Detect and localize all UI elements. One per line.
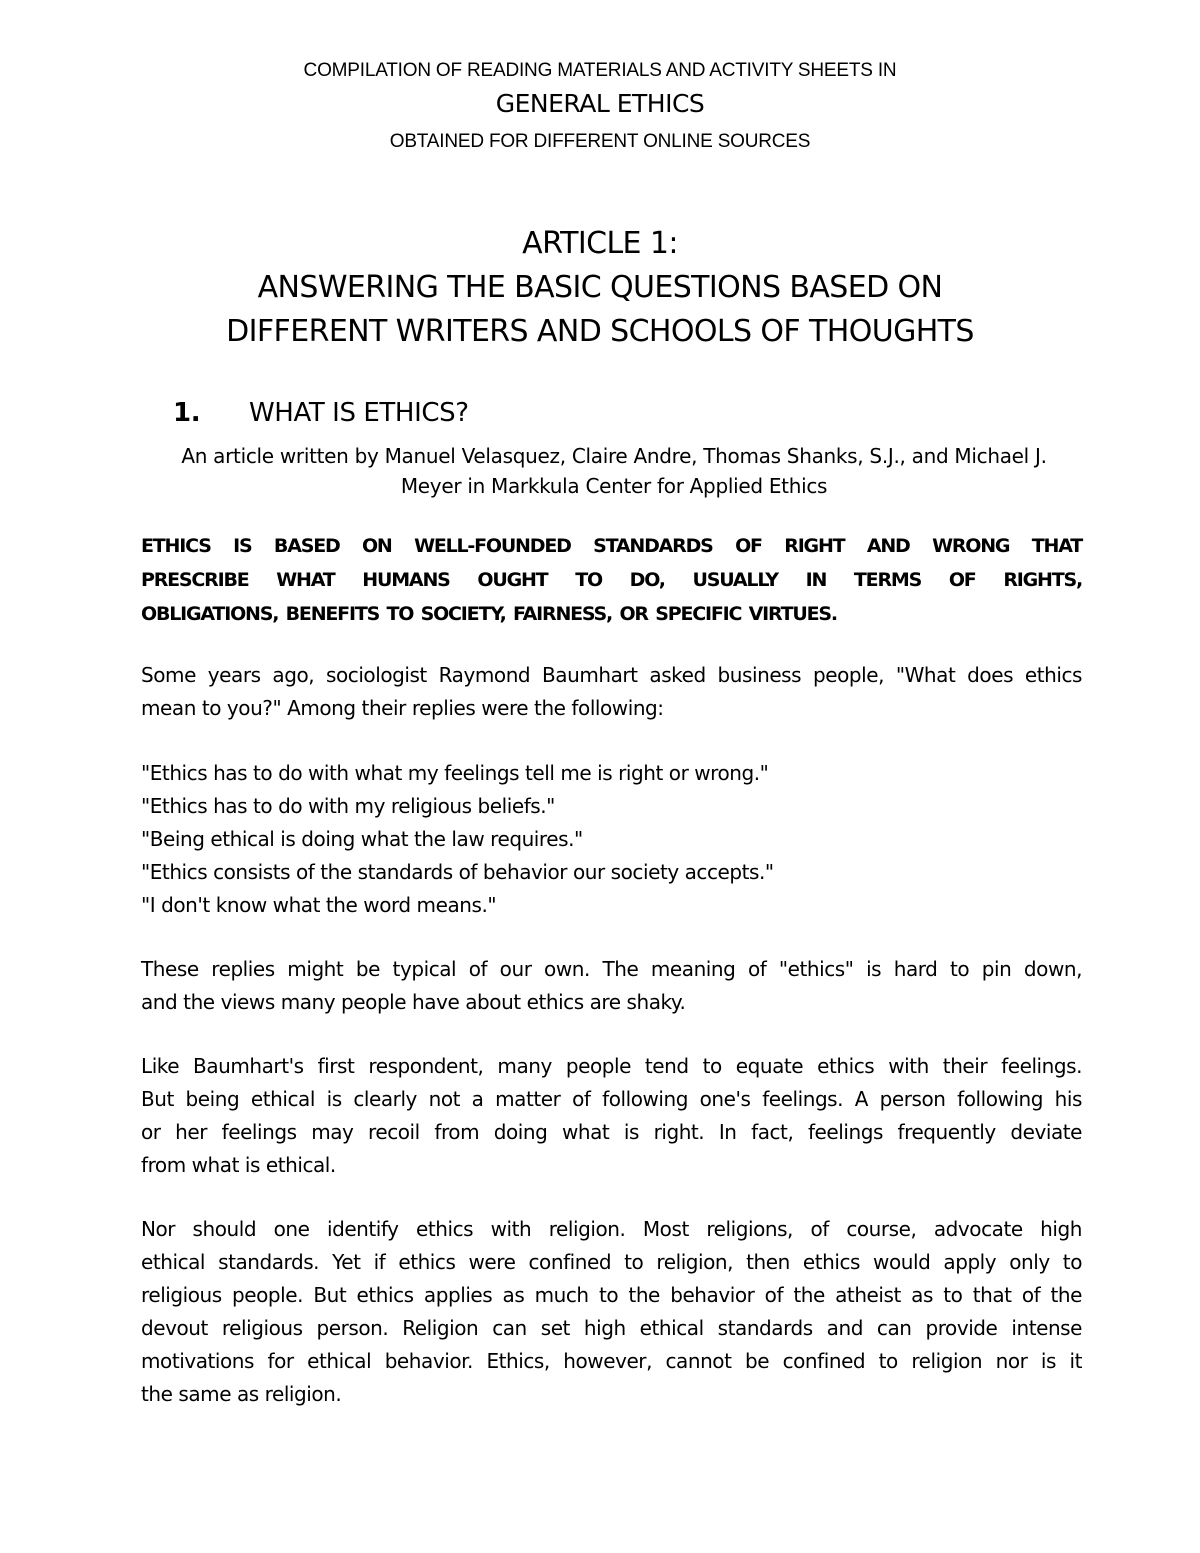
paragraph-line: mean to you?" Among their replies were the following: [141,696,664,720]
paragraph-line: Like Baumhart's first respondent, many people tend to equate ethics with their feelings. [141,1054,1082,1078]
paragraph-typical [141,953,1082,1019]
thesis-line-3: OBLIGATIONS, BENEFITS TO SOCIETY, FAIRNESS, OR SPECIFIC VIRTUES. [141,603,837,625]
section-number: 1. [173,398,201,428]
reply-item: "Ethics consists of the standards of behavior our society accepts." [141,860,774,884]
paragraph-line: religious people. But ethics applies as much to the behavior of the atheist as to that of the [141,1283,1082,1307]
section-heading [173,398,469,428]
paragraph-line: and the views many people have about ethics are shaky. [141,990,686,1014]
paragraph-line: from what is ethical. [141,1153,336,1177]
paragraph-line: or her feelings may recoil from doing what is right. In fact, feelings frequently deviate [141,1120,1082,1144]
paragraph-feelings [141,1050,1082,1182]
section-title: WHAT IS ETHICS? [249,398,469,428]
paragraph-line: Some years ago, sociologist Raymond Baumhart asked business people, "What does ethics [141,663,1082,687]
replies-list [141,757,1082,922]
article-number: ARTICLE 1: [522,226,678,261]
paragraph-intro [141,659,1082,725]
paragraph-line: motivations for ethical behavior. Ethics, however, cannot be confined to religion nor is it [141,1349,1082,1373]
paragraph-line: the same as religion. [141,1382,342,1406]
paragraph-line: But being ethical is clearly not a matter of following one's feelings. A person following his [141,1087,1082,1111]
reply-item: "I don't know what the word means." [141,893,497,917]
byline-line-1: An article written by Manuel Velasquez, Claire Andre, Thomas Shanks, S.J., and Michael J. [181,444,1047,468]
paragraph-religion [141,1213,1082,1411]
byline-line-2: Meyer in Markkula Center for Applied Ethics [400,474,828,498]
source-line: OBTAINED FOR DIFFERENT ONLINE SOURCES [389,131,811,152]
thesis-statement [141,529,1082,631]
reply-item: "Ethics has to do with my religious beliefs." [141,794,555,818]
paragraph-line: These replies might be typical of our own. The meaning of "ethics" is hard to pin down, [141,957,1082,981]
thesis-line-1: ETHICS IS BASED ON WELL-FOUNDED STANDARDS OF RIGHT AND WRONG THAT [141,535,1082,557]
paragraph-line: Nor should one identify ethics with religion. Most religions, of course, advocate high [141,1217,1082,1241]
thesis-line-2: PRESCRIBE WHAT HUMANS OUGHT TO DO, USUALLY IN TERMS OF RIGHTS, [141,569,1082,591]
course-title: GENERAL ETHICS [495,89,705,118]
byline [0,441,1200,501]
article-title-line-2: DIFFERENT WRITERS AND SCHOOLS OF THOUGHTS [226,314,974,349]
reply-item: "Being ethical is doing what the law requires." [141,827,583,851]
paragraph-line: devout religious person. Religion can set high ethical standards and can provide intense [141,1316,1082,1340]
reply-item: "Ethics has to do with what my feelings tell me is right or wrong." [141,761,769,785]
compilation-line: COMPILATION OF READING MATERIALS AND ACTIVITY SHEETS IN [303,60,897,81]
paragraph-line: ethical standards. Yet if ethics were confined to religion, then ethics would apply only to [141,1250,1082,1274]
article-title-line-1: ANSWERING THE BASIC QUESTIONS BASED ON [257,270,943,305]
